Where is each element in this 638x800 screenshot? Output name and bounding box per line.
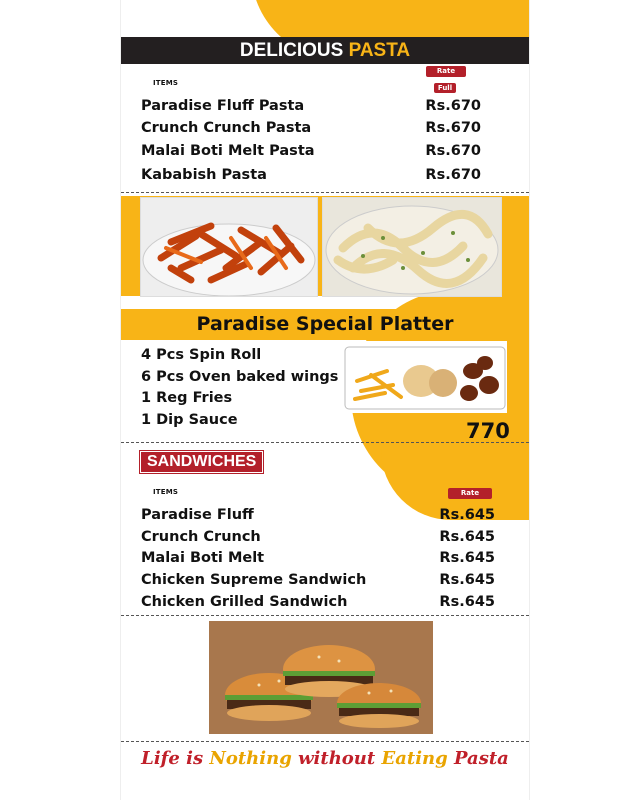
pasta-banner (121, 37, 529, 64)
tagline-word: Nothing (209, 748, 292, 769)
pasta-item-price: Rs.670 (425, 143, 481, 159)
sandwich-item-name: Paradise Fluff (141, 507, 254, 523)
pasta-item-price: Rs.670 (425, 120, 481, 136)
tagline-word: Life (141, 748, 180, 769)
pasta-title-accent: PASTA (348, 40, 411, 61)
sandwich-item-price: Rs.645 (439, 594, 495, 610)
platter-photo (343, 341, 507, 413)
tagline-word: Eating (381, 748, 448, 769)
sandwich-items-label: ITEMS (153, 488, 179, 496)
tagline-word: Pasta (454, 748, 509, 769)
divider (121, 615, 529, 616)
sandwich-item-price: Rs.645 (439, 572, 495, 588)
pasta-item (141, 118, 481, 139)
sandwich-item-price: Rs.645 (439, 529, 495, 545)
tagline (121, 748, 529, 769)
platter-item: 1 Reg Fries (141, 390, 233, 406)
platter-price: 770 (466, 419, 510, 443)
sandwich-photo (209, 621, 433, 734)
divider (121, 741, 529, 742)
pasta-full-label: Full (434, 83, 456, 93)
pasta-rate-label: Rate (426, 66, 466, 77)
divider (121, 192, 529, 193)
tagline-word: without (298, 748, 376, 769)
sandwich-item-price: Rs.645 (439, 550, 495, 566)
pasta-item-price: Rs.670 (425, 167, 481, 183)
sandwich-rate-label: Rate (448, 488, 492, 499)
tagline-word: is (186, 748, 204, 769)
pasta-item-name: Crunch Crunch Pasta (141, 120, 312, 136)
pasta-item-name: Malai Boti Melt Pasta (141, 143, 315, 159)
platter-title-bar: Paradise Special Platter (121, 309, 529, 340)
sandwich-item-price: Rs.645 (439, 507, 495, 523)
fettuccine-pasta-photo (322, 197, 502, 297)
pasta-items-label: ITEMS (153, 79, 179, 87)
sandwich-item-name: Chicken Supreme Sandwich (141, 572, 367, 588)
menu-card (120, 0, 530, 800)
divider (121, 442, 529, 443)
pasta-item-name: Paradise Fluff Pasta (141, 98, 305, 114)
pasta-item (141, 165, 481, 186)
platter-items (141, 345, 338, 431)
sandwich-item-name: Chicken Grilled Sandwich (141, 594, 348, 610)
sandwich-item-name: Malai Boti Melt (141, 550, 265, 566)
pasta-item (141, 96, 481, 117)
pasta-title-main: DELICIOUS (239, 40, 344, 61)
sandwich-item-name: Crunch Crunch (141, 529, 261, 545)
platter-item: 6 Pcs Oven baked wings (141, 368, 339, 385)
sandwich-item (141, 505, 495, 526)
platter-item: 1 Dip Sauce (141, 411, 238, 428)
sandwich-item (141, 570, 495, 591)
penne-pasta-photo (140, 197, 318, 297)
sandwich-item (141, 592, 495, 613)
sandwich-item (141, 527, 495, 548)
sandwiches-title: SANDWICHES (140, 451, 263, 473)
pasta-item-name: Kababish Pasta (141, 167, 267, 183)
platter-item: 4 Pcs Spin Roll (141, 347, 262, 363)
pasta-item (141, 141, 481, 162)
pasta-item-price: Rs.670 (425, 98, 481, 114)
sandwich-item (141, 548, 495, 569)
